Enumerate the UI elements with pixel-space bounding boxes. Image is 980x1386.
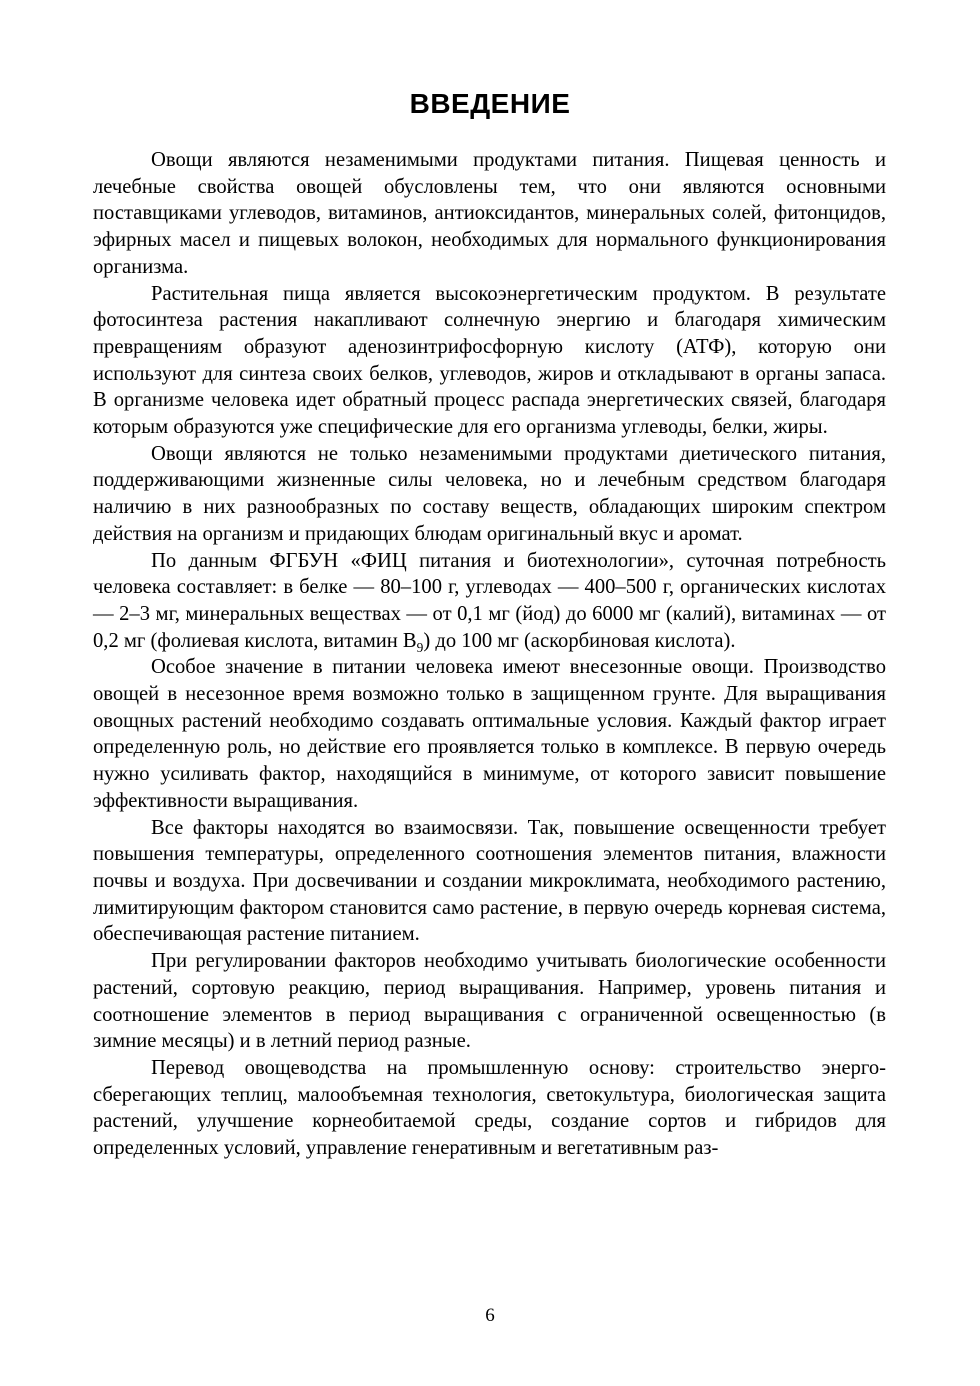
paragraph-4-text: По данным ФГБУН «ФИЦ питания и биотехнологии», суточная потребность человека составляет: в белке — 80–100 г, углеводах — 400–500 г, органических кислотах — 2–3 мг, минеральных веществах — от 0,1 мг (йод) до 6000 мг (калий), витаминах — от 0,2 мг (фолиевая кислота, витамин В [93,549,886,652]
paragraph-1: Овощи являются незаменимыми продуктами питания. Пищевая ценность и лечебные свойства овощей обусловлены тем, что они являются основными поставщиками углеводов, витаминов, антиоксидантов, минеральных солей, фитонцидов, эфирных масел и пищевых волокон, необходимых для нормального функционирования организма. [93,149,886,278]
paragraph-7: При регулировании факторов необходимо учитывать биологические особенности растений, сортовую реакцию, период выращивания. Например, уровень питания и соотношение элементов в период выращивания с ограниченной освещенностью (в зимние месяцы) и в летний период разные. [93,950,886,1053]
paragraph-3: Овощи являются не только незаменимыми продуктами диетического питания, поддерживающими жизненные силы человека, но и лечебным средством благодаря наличию в них разнообразных по составу веществ, обладающих широким спектром действия на организм и придающих блюдам оригинальный вкус и аромат. [93,442,886,545]
paragraph-2: Растительная пища является высокоэнергетическим продуктом. В результате фотосинтеза растения накапливают солнечную энергию и благодаря химическим превращениям образуют аденозинтрифосфорную кислоту (АТФ), которую они используют для синтеза своих белков, углеводов, жиров и откладывают в органы запаса. В организме человека идет обратный процесс распада энергетических связей, благодаря которым образуются уже специфические для его организма углеводы, белки, жиры. [93,282,886,439]
paragraph-5: Особое значение в питании человека имеют внесезонные овощи. Производство овощей в несезонное время возможно только в защищенном грунте. Для выращивания овощных растений необходимо создавать оптимальные условия. Каждый фактор играет определенную роль, но действие его проявляется только в комплексе. В первую очередь нужно усиливать фактор, находящийся в минимуме, от которого зависит повышение эффективности выращивания. [93,656,886,812]
body-text [93,147,886,1162]
page-number: 6 [485,1305,495,1326]
paragraph-6: Все факторы находятся во взаимосвязи. Так, повышение освещенности требует повышения температуры, определенного соотношения элементов питания, влажности почвы и воздуха. При досвечивании и создании микроклимата, необходимого растению, лимитирующим фактором становится само растение, в первую очередь корневая система, обеспечивающая растение питанием. [93,816,886,946]
paragraph-4-text-end: ) до 100 мг (аскорбиновая кислота). [423,629,736,652]
paragraph-4 [93,548,886,655]
vitamin-subscript: 9 [416,639,424,655]
page-title: ВВЕДЕНИЕ [409,88,571,119]
paragraph-8: Перевод овощеводства на промышленную основу: строительство энергосберегающих теплиц, малообъемная технология, светокультура, биологическая защита растений, улучшение корнеобитаемой среды, создание сортов и гибридов для определенных условий, управление генеративным и вегетативным раз- [93,1056,886,1160]
